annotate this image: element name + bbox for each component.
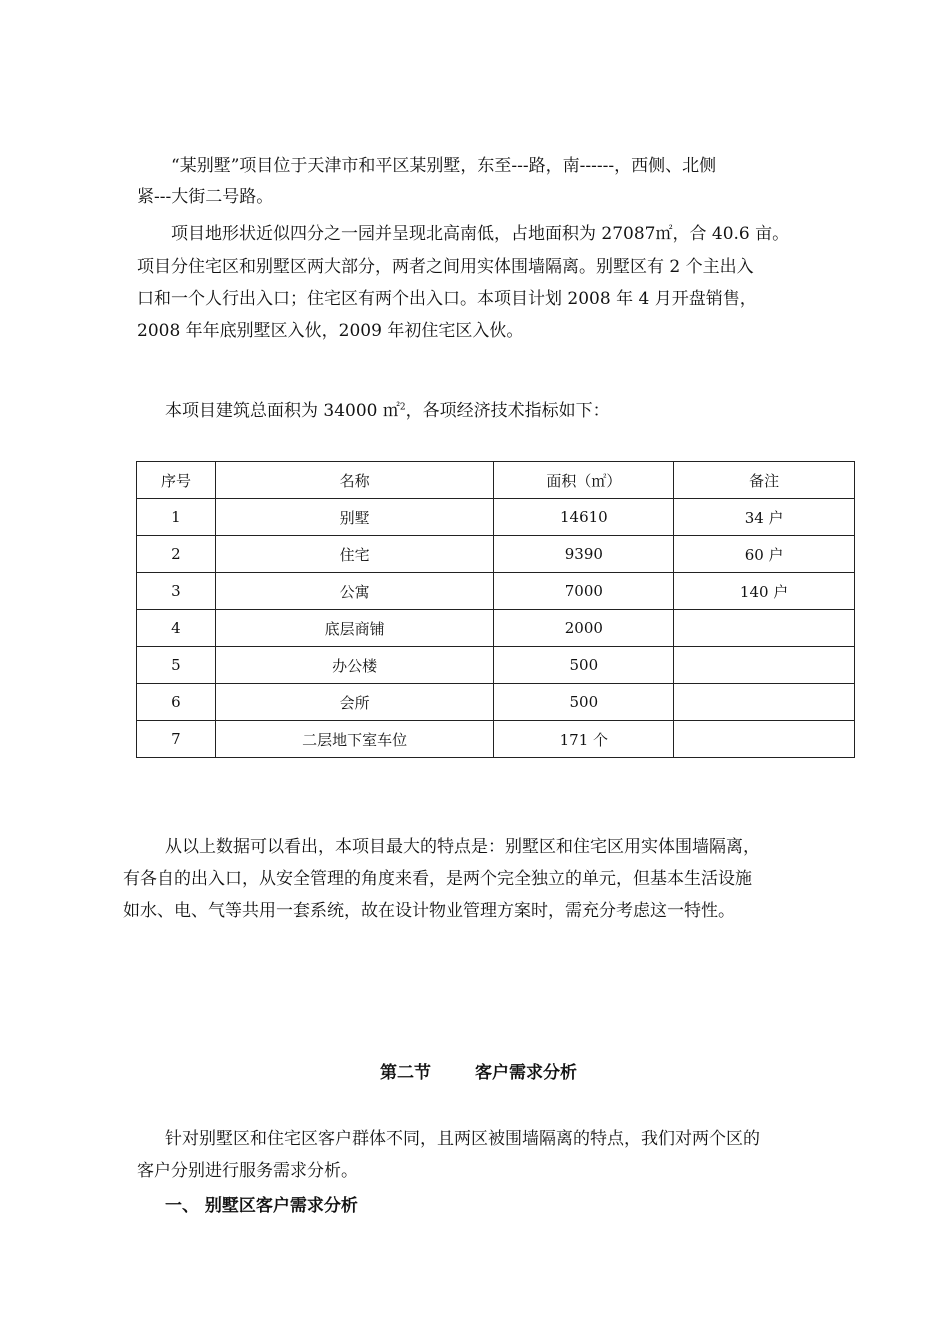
table-cell	[674, 610, 855, 647]
intro-p2-line1: 项目地形状近似四分之一园并呈现北高南低，占地面积为 27087㎡，合 40.6 亩。	[171, 224, 790, 244]
table-cell	[674, 721, 855, 758]
table-cell: 住宅	[215, 536, 494, 573]
section-p1-line1: 针对别墅区和住宅区客户群体不同，且两区被围墙隔离的特点，我们对两个区的	[165, 1129, 760, 1149]
table-cell: 2000	[494, 610, 674, 647]
table-cell: 60 户	[674, 536, 855, 573]
table-row	[137, 499, 855, 536]
table-cell: 4	[137, 610, 216, 647]
section-heading	[380, 1061, 577, 1085]
table-cell: 二层地下室车位	[215, 721, 494, 758]
analysis-line3: 如水、电、气等共用一套系统，故在设计物业管理方案时，需充分考虑这一特性。	[123, 901, 735, 921]
table-cell: 会所	[215, 684, 494, 721]
table-cell: 6	[137, 684, 216, 721]
intro-p3-pre: 本项目建筑总面积为 34000 ㎡	[165, 401, 400, 421]
intro-p1-line2: 紧---大街二号路。	[137, 187, 274, 207]
section-p1-line2: 客户分别进行服务需求分析。	[137, 1161, 358, 1181]
table-cell: 办公楼	[215, 647, 494, 684]
header-cell: 备注	[674, 462, 855, 499]
table-header-row	[137, 462, 855, 499]
table-cell: 140 户	[674, 573, 855, 610]
section-title: 客户需求分析	[475, 1063, 577, 1083]
indicator-table	[136, 461, 855, 758]
intro-p3	[165, 399, 610, 423]
table-cell: 14610	[494, 499, 674, 536]
header-cell: 面积（㎡）	[494, 462, 674, 499]
intro-p1-line1: “某别墅”项目位于天津市和平区某别墅，东至---路，南------，西侧、北侧	[171, 156, 717, 176]
table-row	[137, 536, 855, 573]
table-cell: 公寓	[215, 573, 494, 610]
table-cell: 7000	[494, 573, 674, 610]
table-row	[137, 610, 855, 647]
table-cell: 别墅	[215, 499, 494, 536]
analysis-line1: 从以上数据可以看出，本项目最大的特点是：别墅区和住宅区用实体围墙隔离，	[165, 837, 760, 857]
section-number: 第二节	[380, 1063, 431, 1083]
table-cell	[674, 684, 855, 721]
intro-p2-line4: 2008 年年底别墅区入伙，2009 年初住宅区入伙。	[137, 321, 524, 341]
table-row	[137, 684, 855, 721]
table-cell: 500	[494, 647, 674, 684]
header-cell: 序号	[137, 462, 216, 499]
subsection-heading: 一、 别墅区客户需求分析	[165, 1196, 358, 1216]
table-row	[137, 721, 855, 758]
intro-p2-line2: 项目分住宅区和别墅区两大部分，两者之间用实体围墙隔离。别墅区有 2 个主出入	[137, 257, 754, 277]
table-row	[137, 573, 855, 610]
table-cell: 9390	[494, 536, 674, 573]
table-cell: 171 个	[494, 721, 674, 758]
table-cell: 34 户	[674, 499, 855, 536]
table-cell: 500	[494, 684, 674, 721]
header-cell: 名称	[215, 462, 494, 499]
table-cell: 3	[137, 573, 216, 610]
table-cell	[674, 647, 855, 684]
intro-p3-post: ，各项经济技术指标如下：	[405, 401, 610, 421]
table-cell: 2	[137, 536, 216, 573]
table-row	[137, 647, 855, 684]
intro-p3-sup: 2	[399, 402, 406, 413]
analysis-line2: 有各自的出入口，从安全管理的角度来看，是两个完全独立的单元，但基本生活设施	[123, 869, 752, 889]
table-cell: 底层商铺	[215, 610, 494, 647]
table-cell: 1	[137, 499, 216, 536]
table-cell: 7	[137, 721, 216, 758]
table-cell: 5	[137, 647, 216, 684]
intro-p2-line3: 口和一个人行出入口；住宅区有两个出入口。本项目计划 2008 年 4 月开盘销售，	[137, 289, 757, 309]
